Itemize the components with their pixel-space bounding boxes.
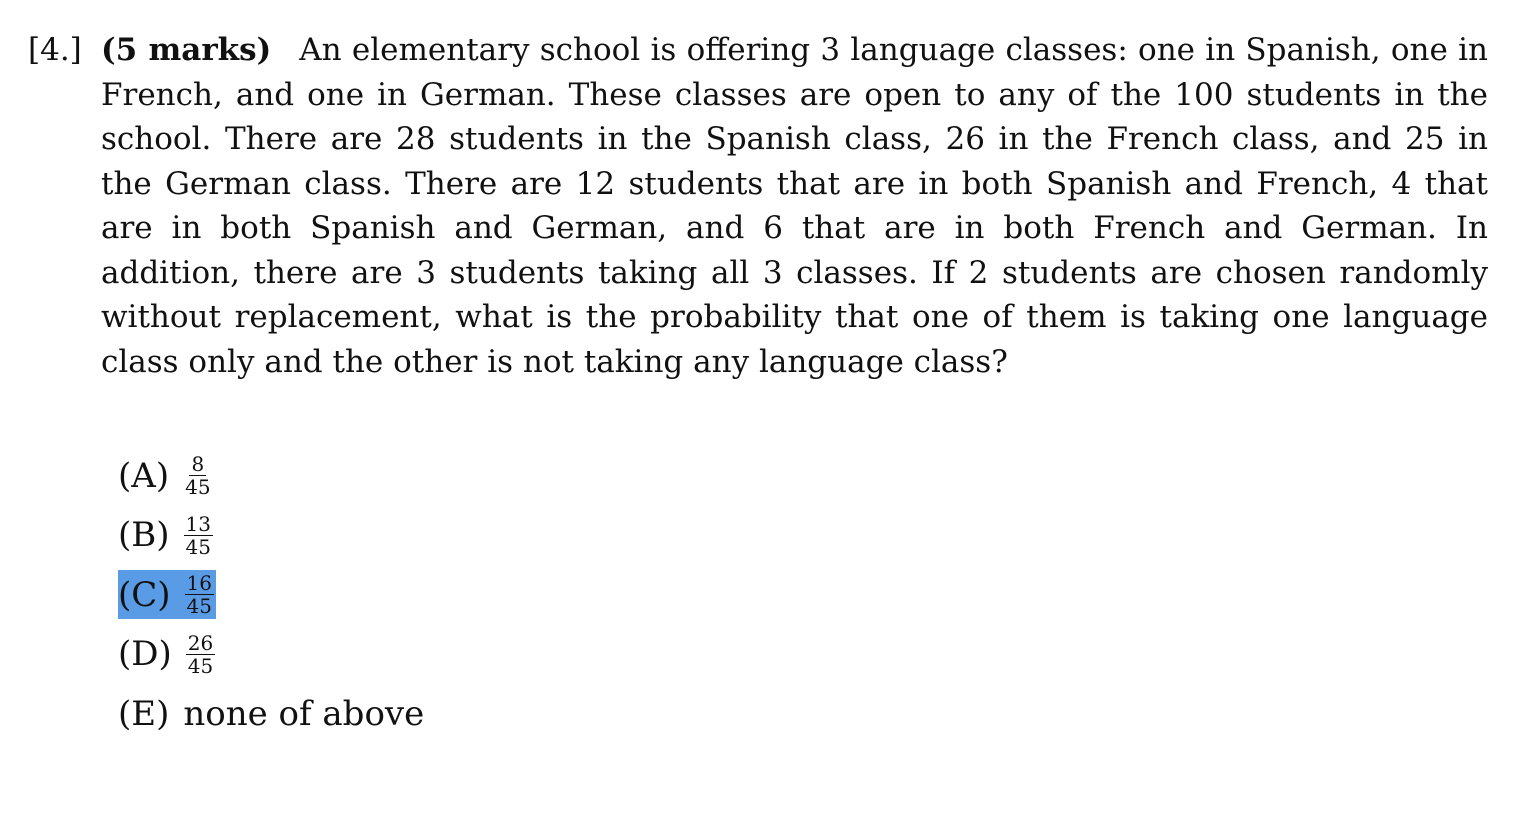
fraction-numerator: 26 xyxy=(187,630,214,655)
fraction-denominator: 45 xyxy=(185,534,211,559)
option-d[interactable] xyxy=(118,625,426,685)
question-text: An elementary school is offering 3 language classes: one in Spanish, one in French, and one in German. These classes are open to any of the 100 students in the school. There are 28 students in the Spanish class, 26 in the French class, and 25 in the German class. There are 12 students that are in both Spanish and French, 4 that are in both Spanish and German, and 6 that are in both French and German. In addition, there are 3 students taking all 3 classes. If 2 students are chosen randomly without replacement, what is the probability that one of them is taking one language class only and the other is not taking any language class? xyxy=(101,32,1488,380)
fraction-denominator: 45 xyxy=(186,594,212,619)
question-number: [4.] xyxy=(28,32,82,68)
option-e[interactable] xyxy=(118,684,426,744)
option-a[interactable] xyxy=(118,446,426,506)
option-label: (B) xyxy=(118,515,170,556)
fraction-numerator: 13 xyxy=(185,511,211,536)
fraction-numerator: 8 xyxy=(191,452,205,477)
fraction-denominator: 45 xyxy=(187,653,214,678)
option-label: (C) xyxy=(118,574,171,615)
question-marks: (5 marks) xyxy=(101,32,272,68)
question-paragraph xyxy=(28,28,1488,384)
fraction-numerator: 16 xyxy=(186,571,212,596)
option-fraction xyxy=(185,572,214,617)
option-fraction xyxy=(183,453,212,498)
option-label: (D) xyxy=(118,634,172,675)
option-c[interactable] xyxy=(118,565,426,625)
selected-highlight xyxy=(118,570,216,619)
option-fraction xyxy=(186,632,215,677)
question-body xyxy=(101,28,1488,384)
option-label: (E) xyxy=(118,693,170,734)
option-fraction xyxy=(184,513,213,558)
option-label: (A) xyxy=(118,455,170,496)
option-text: none of above xyxy=(183,693,425,734)
answer-options xyxy=(118,446,426,744)
option-b[interactable] xyxy=(118,506,426,566)
question-block xyxy=(28,28,1488,384)
fraction-denominator: 45 xyxy=(185,475,211,500)
